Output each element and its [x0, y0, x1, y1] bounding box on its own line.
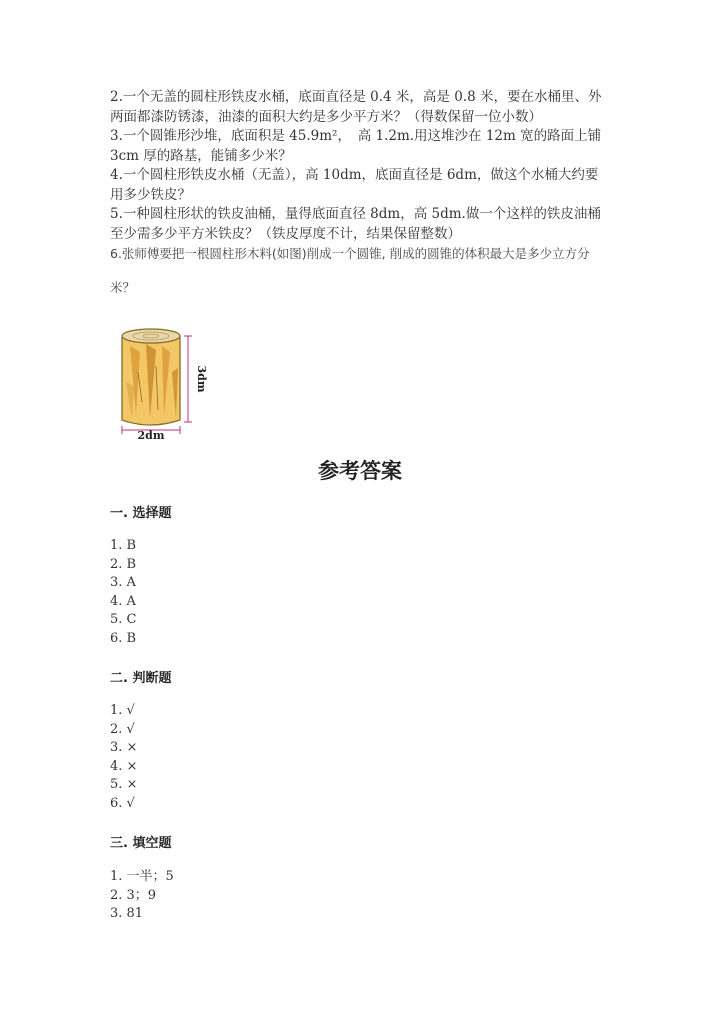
list-item: 1. √: [110, 703, 135, 718]
list-item: 5. C: [110, 612, 137, 628]
list-item: 1. 一半；5: [110, 869, 174, 884]
log-cylinder-illustration: [112, 322, 212, 440]
section-title-fill-in: 三. 填空题: [110, 836, 172, 851]
list-item: 4. ×: [110, 758, 138, 774]
list-item: 2. B: [110, 556, 137, 572]
list-item: 3. 81: [110, 906, 144, 922]
list-item: 4. A: [110, 593, 136, 609]
list-item: 2. √: [110, 721, 135, 737]
list-item: 6. B: [110, 630, 137, 646]
log-cylinder-figure: [112, 322, 212, 440]
height-label: 3dm: [195, 365, 208, 393]
section-title-judgment: 二. 判断题: [110, 671, 172, 686]
problem-3: 3.一个圆锥形沙堆，底面积是 45.9m²， 高 1.2m.用这堆沙在 12m 宽的路面上铺 3cm 厚的路基，能铺多少米？: [110, 128, 602, 164]
problem-6-line-1: 6.张师傅要把一根圆柱形木料(如图)削成一个圆锥, 削成的圆锥的体积最大是多少立方分: [110, 246, 590, 261]
fill-in-answer-list: [110, 868, 174, 924]
choice-answer-list: [110, 537, 136, 649]
list-item: 3. A: [110, 575, 136, 591]
problem-2: 2.一个无盖的圆柱形铁皮水桶，底面直径是 0.4 米，高是 0.8 米，要在水桶里、外两面都漆防锈漆，油漆的面积大约是多少平方米？（得数保留一位小数）: [110, 89, 602, 125]
section-title-choice: 一. 选择题: [110, 506, 172, 521]
problem-5: 5.一种圆柱形状的铁皮油桶，量得底面直径 8dm，高 5dm.做一个这样的铁皮油桶至少需多少平方米铁皮？（铁皮厚度不计，结果保留整数）: [110, 206, 601, 242]
list-item: 6. √: [110, 795, 135, 811]
list-item: 3. ×: [110, 740, 138, 756]
problem-4: 4.一个圆柱形铁皮水桶（无盖），高 10dm，底面直径是 6dm，做这个水桶大约要用多少铁皮？: [110, 167, 599, 203]
problem-list: [110, 88, 610, 297]
answer-key-title: 参考答案: [318, 458, 402, 483]
problem-6-line-2: 米？: [110, 279, 136, 295]
list-item: 5. ×: [110, 777, 138, 793]
judgment-answer-list: [110, 702, 137, 814]
width-label: 2dm: [137, 429, 165, 440]
list-item: 2. 3；9: [110, 887, 157, 903]
list-item: 1. B: [110, 538, 137, 553]
